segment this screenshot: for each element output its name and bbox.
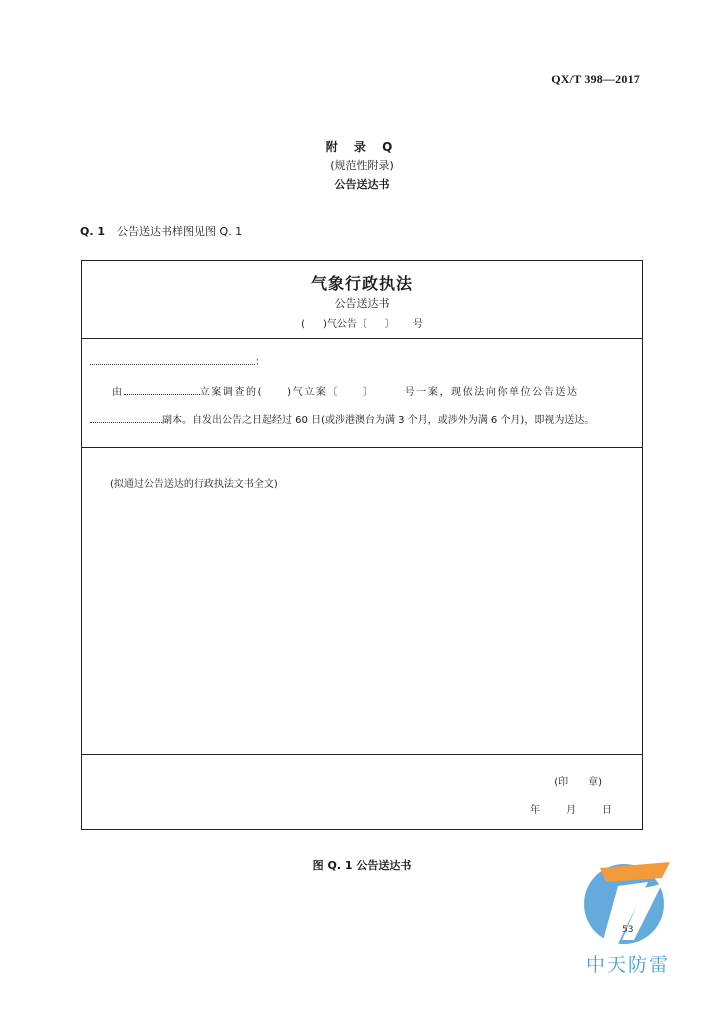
body-note: (拟通过公告送达的行政执法文书全文) [110, 479, 278, 490]
standard-code: QX/T 398—2017 [551, 72, 640, 86]
form-title: 气象行政执法 [310, 274, 413, 293]
header-divider [82, 338, 642, 339]
addressee-line [90, 353, 265, 368]
document-name-blank [90, 411, 162, 423]
appendix-type: (规范性附录) [330, 159, 394, 172]
addressee-colon: ： [255, 357, 265, 368]
logo-top-bar [600, 862, 670, 882]
doc-number-close: 〕 [384, 319, 395, 330]
doc-number-open: ( [301, 319, 305, 330]
clause-q1 [80, 223, 242, 239]
addressee-blank [90, 353, 255, 365]
seal-open: (印 [554, 777, 569, 788]
form-doc-number [82, 315, 642, 330]
seal-close: 章) [588, 777, 602, 788]
body-divider [82, 447, 642, 448]
line2-prefix: 由 [112, 387, 124, 398]
watermark-brand: 中天防雷 [585, 954, 670, 976]
line2-part4: 号一案，现依法向你单位公告送达 [404, 387, 579, 398]
clause-number: Q. 1 [80, 225, 106, 238]
agency-blank [124, 383, 200, 395]
doc-number-mid: )气公告〔 [323, 319, 367, 330]
line2-part2: )气立案〔 [287, 387, 340, 398]
figure-caption: 图 Q. 1 公告送达书 [312, 859, 412, 872]
notice-line-2 [112, 383, 579, 398]
notice-line-3 [90, 411, 594, 426]
date-month: 月 [566, 805, 576, 816]
line2-part3: 〕 [363, 387, 375, 398]
clause-text: 公告送达书样图见图 Q. 1 [117, 225, 243, 238]
date-year: 年 [530, 805, 540, 816]
line3-text: 副本。自发出公告之日起经过 60 日(或涉港澳台为满 3 个月，或涉外为满 6 个月)，即视为送达。 [162, 415, 595, 426]
doc-number-suffix: 号 [412, 319, 423, 330]
appendix-name: 公告送达书 [334, 178, 390, 191]
form-subtitle: 公告送达书 [334, 297, 390, 310]
page-number: 53 [622, 925, 634, 935]
date-day: 日 [602, 805, 612, 816]
footer-divider [82, 754, 642, 755]
line2-part1: 立案调查的( [199, 387, 264, 398]
appendix-title: 附 录 Q [325, 140, 399, 154]
date-line [504, 801, 612, 816]
notice-form [81, 260, 643, 830]
seal-line [554, 773, 602, 788]
